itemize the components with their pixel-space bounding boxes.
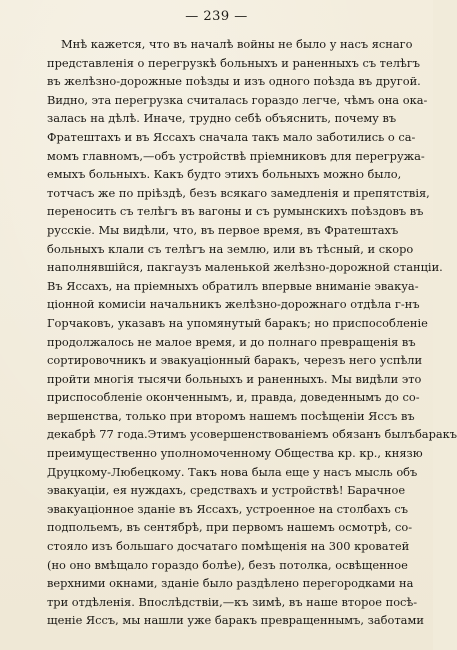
text-line: подпольемъ, въ сентябрѣ, при первомъ нашемъ осмотрѣ, со-	[47, 520, 413, 535]
text-line: эвакуаціонное зданіе въ Яссахъ, устроенное на столбахъ съ	[47, 501, 409, 516]
text-line: переносить съ телѣгъ въ вагоны и съ румынскихъ поѣздовъ въ	[47, 204, 424, 219]
body-text	[47, 35, 457, 630]
text-line: продолжалось не малое время, и до полнаго превращенія въ	[47, 334, 416, 349]
text-line: емыхъ больныхъ. Какъ будто этихъ больныхъ можно было,	[47, 167, 402, 182]
text-line: Мнѣ кажется, что въ началѣ войны не было у насъ яснаго	[61, 37, 413, 51]
page-number: — 239 —	[185, 9, 248, 24]
text-line: больныхъ клали съ телѣгъ на землю, или въ тѣсный, и скоро	[47, 241, 414, 256]
text-line: момъ главномъ,—объ устройствѣ пріемниковъ для перегружа-	[47, 148, 425, 163]
text-line: представленія о перегрузкѣ больныхъ и раненныхъ съ телѣгъ	[47, 55, 421, 70]
text-line: Въ Яссахъ, на пріемныхъ обратилъ впервые вниманіе эвакуа-	[47, 278, 419, 293]
text-line: залась на дѣлѣ. Иначе, трудно себѣ объяснить, почему въ	[47, 111, 397, 126]
text-line: верхними окнами, зданіе было раздѣлено перегородками на	[47, 576, 414, 591]
text-line: три отдѣленія. Впослѣдствіи,—къ зимѣ, въ наше второе посѣ-	[47, 594, 418, 609]
text-line: русскіе. Мы видѣли, что, въ первое время, въ Фратештахъ	[47, 222, 399, 237]
text-line: Видно, эта перегрузка считалась гораздо легче, чѣмъ она ока-	[47, 92, 428, 107]
text-line: Фратештахъ и въ Яссахъ сначала такъ мало заботились о са-	[47, 129, 416, 144]
text-line: сортировочникъ и эвакуаціонный баракъ, черезъ него успѣли	[47, 353, 423, 368]
text-line: декабрѣ 77 года.Этимъ усовершенствованіемъ обязанъ былъбаракъ	[47, 427, 457, 442]
text-line: щеніе Яссъ, мы нашли уже баракъ превращеннымъ, заботами	[47, 613, 424, 628]
text-line: стояло изъ большаго досчатаго помѣщенія на 300 кроватей	[47, 539, 410, 554]
text-line: преимущественно уполномоченному Общества кр. кр., князю	[47, 446, 423, 461]
text-line: вершенства, только при второмъ нашемъ посѣщеніи Яссъ въ	[47, 408, 415, 423]
text-line: пройти многія тысячи больныхъ и раненныхъ. Мы видѣли это	[47, 371, 422, 386]
text-line: Друцкому-Любецкому. Такъ нова была еще у насъ мысль объ	[47, 464, 418, 479]
text-line: (но оно вмѣщало гораздо болѣе), безъ потолка, освѣщенное	[47, 557, 408, 572]
text-line: тотчасъ же по пріѣздѣ, безъ всякаго замедленія и препятствія,	[47, 185, 430, 200]
text-line: приспособленіе оконченнымъ, и, правда, доведеннымъ до со-	[47, 390, 420, 405]
text-line: Горчаковъ, указавъ на упомянутый баракъ; но приспособленіе	[47, 315, 428, 330]
text-line: ціонной комисіи начальникъ желѣзно-дорожнаго отдѣла г-нъ	[47, 297, 420, 312]
text-line: въ желѣзно-дорожные поѣзды и изъ одного поѣзда въ другой.	[47, 74, 421, 89]
text-line: наполнявшійся, пакгаузъ маленькой желѣзно-дорожной станціи.	[47, 260, 443, 275]
text-line: эвакуаціи, ея нуждахъ, средствахъ и устройствѣ! Барачное	[47, 483, 406, 498]
